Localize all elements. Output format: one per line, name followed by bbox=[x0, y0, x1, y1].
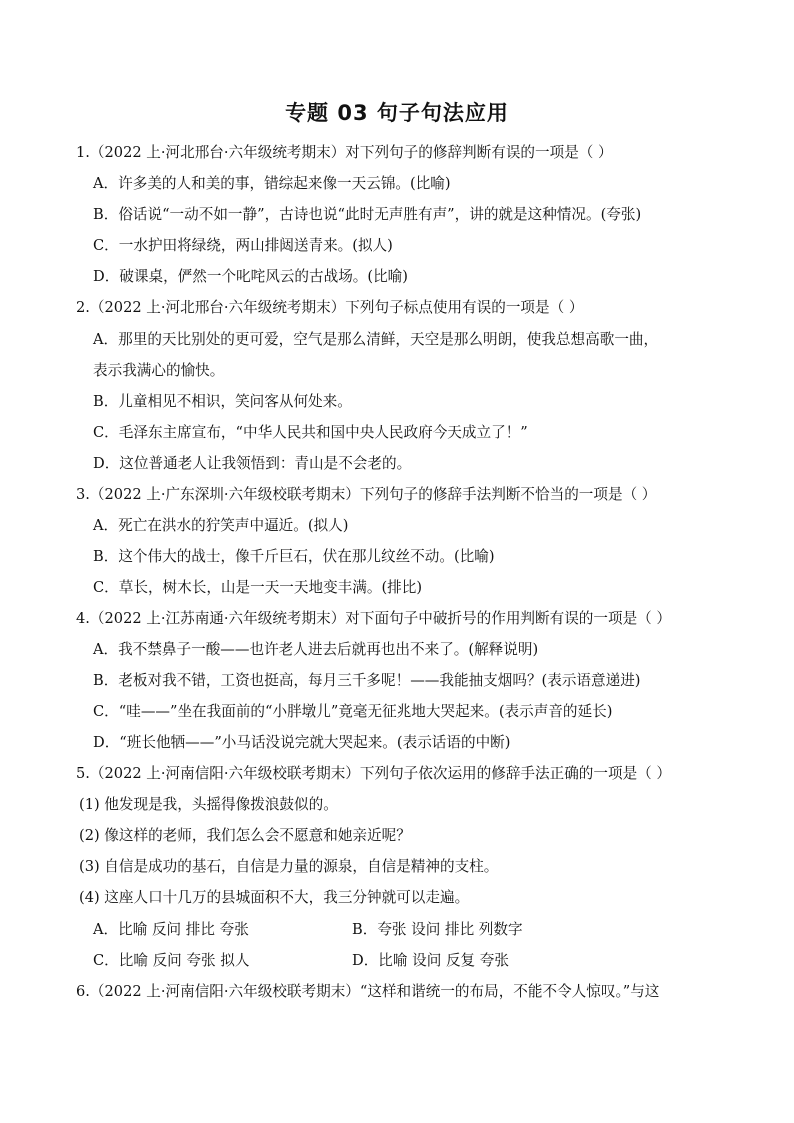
option-text: D．比喻 设问 反复 夸张 bbox=[352, 952, 509, 969]
question-text: 6.（2022 上·河南信阳·六年级校联考期末）“这样和谐统一的布局，不能不令人惊叹。”与这 bbox=[76, 983, 660, 1000]
option-text: A．死亡在洪水的狞笑声中逼近。(拟人) bbox=[93, 517, 349, 534]
question-text: 2.（2022 上·河北邢台·六年级统考期末）下列句子标点使用有误的一项是（ ） bbox=[76, 299, 584, 316]
sub-item-text: (4) 这座人口十几万的县城面积不大，我三分钟就可以走遍。 bbox=[79, 889, 470, 906]
option-text: B．儿童相见不相识，笑问客从何处来。 bbox=[93, 393, 352, 410]
option-text: B．老板对我不错，工资也挺高，每月三千多呢！——我能抽支烟吗？(表示语意递进) bbox=[93, 672, 641, 689]
sub-item-text: (2) 像这样的老师，我们怎么会不愿意和她亲近呢？ bbox=[79, 827, 411, 844]
option-text: A．那里的天比别处的更可爱，空气是那么清鲜，天空是那么明朗，使我总想高歌一曲， bbox=[93, 331, 659, 348]
option-text: D．“班长他牺——”小马话没说完就大哭起来。(表示话语的中断) bbox=[93, 734, 511, 751]
option-text: C．一水护田将绿绕，两山排闼送青来。(拟人) bbox=[93, 237, 393, 254]
option-text: A．我不禁鼻子一酸——也许老人进去后就再也出不来了。(解释说明) bbox=[93, 641, 539, 658]
option-text: C．草长，树木长，山是一天一天地变丰满。(排比) bbox=[93, 579, 423, 596]
page-title: 专题 03 句子句法应用 bbox=[285, 101, 509, 125]
option-text: A．许多美的人和美的事，错综起来像一天云锦。(比喻) bbox=[93, 175, 451, 192]
question-text: 5.（2022 上·河南信阳·六年级校联考期末）下列句子依次运用的修辞手法正确的一项是（ ） bbox=[76, 765, 671, 782]
option-text: 表示我满心的愉快。 bbox=[93, 362, 225, 379]
option-text: D．这位普通老人让我领悟到：青山是不会老的。 bbox=[93, 455, 412, 472]
question-text: 1.（2022 上·河北邢台·六年级统考期末）对下列句子的修辞判断有误的一项是（ ） bbox=[76, 144, 613, 161]
sub-item-text: (3) 自信是成功的基石，自信是力量的源泉，自信是精神的支柱。 bbox=[79, 858, 499, 875]
question-text: 3.（2022 上·广东深圳·六年级校联考期末）下列句子的修辞手法判断不恰当的一项是（ ） bbox=[76, 486, 657, 503]
option-text: B．这个伟大的战士，像千斤巨石，伏在那儿纹丝不动。(比喻) bbox=[93, 548, 495, 565]
question-text: 4.（2022 上·江苏南通·六年级统考期末）对下面句子中破折号的作用判断有误的一项是（ ） bbox=[76, 610, 671, 627]
option-text: A．比喻 反问 排比 夸张 bbox=[93, 921, 249, 938]
sub-item-text: (1) 他发现是我，头摇得像拨浪鼓似的。 bbox=[79, 796, 338, 813]
option-text: C．“哇——”坐在我面前的“小胖墩儿”竟毫无征兆地大哭起来。(表示声音的延长) bbox=[93, 703, 613, 720]
option-text: D．破课桌，俨然一个叱咤风云的古战场。(比喻) bbox=[93, 268, 408, 285]
option-text: C．比喻 反问 夸张 拟人 bbox=[93, 952, 250, 969]
option-text: B．夸张 设问 排比 列数字 bbox=[352, 921, 523, 938]
option-text: B．俗话说“一动不如一静”，古诗也说“此时无声胜有声”，讲的就是这种情况。(夸张) bbox=[93, 206, 642, 223]
option-text: C．毛泽东主席宣布，“中华人民共和国中央人民政府今天成立了！” bbox=[93, 424, 528, 441]
